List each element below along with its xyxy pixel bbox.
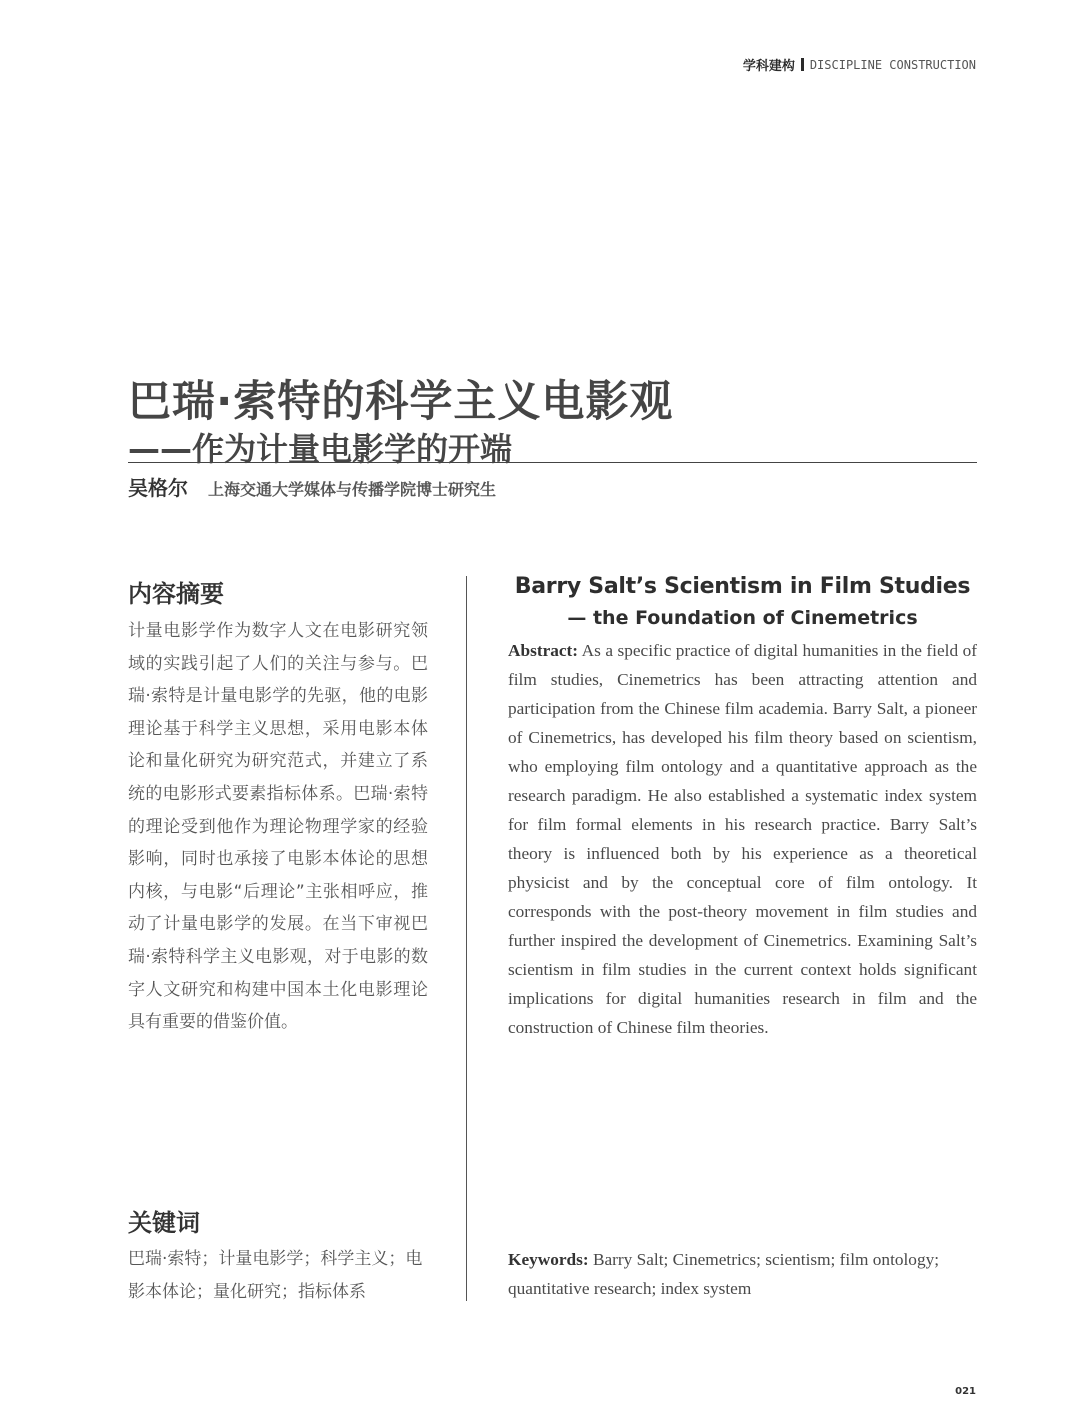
article-subtitle: ——作为计量电影学的开端 bbox=[128, 430, 513, 468]
running-header bbox=[743, 55, 976, 74]
author-affiliation: 上海交通大学媒体与传播学院博士研究生 bbox=[208, 480, 497, 499]
abstract-label-en: Abstract: bbox=[508, 641, 579, 660]
abstract-text-en bbox=[508, 636, 977, 1042]
title-rule bbox=[128, 462, 977, 463]
column-divider bbox=[466, 576, 467, 1301]
abstract-heading-zh: 内容摘要 bbox=[128, 580, 224, 608]
english-title: Barry Salt’s Scientism in Film Studies bbox=[514, 574, 971, 599]
keywords-heading-zh: 关键词 bbox=[128, 1209, 200, 1237]
header-divider bbox=[801, 58, 804, 71]
article-title: 巴瑞·索特的科学主义电影观 bbox=[128, 377, 674, 427]
keywords-label-en: Keywords: bbox=[508, 1250, 589, 1269]
keywords-text-en bbox=[508, 1245, 977, 1303]
page-number: 021 bbox=[955, 1386, 976, 1397]
author-name: 吴格尔 bbox=[128, 476, 188, 500]
abstract-text-zh: 计量电影学作为数字人文在电影研究领域的实践引起了人们的关注与参与。巴瑞·索特是计量电影学的先驱，他的电影理论基于科学主义思想，采用电影本体论和量化研究为研究范式，并建立了系统的电影形式要素指标体系。巴瑞·索特的理论受到他作为理论物理学家的经验影响，同时也承接了电影本体论的思想内核，与电影“后理论”主张相呼应，推动了计量电影学的发展。在当下审视巴瑞·索特科学主义电影观，对于电影的数字人文研究和构建中国本土化电影理论具有重要的借鉴价值。 bbox=[128, 621, 428, 1033]
abstract-body-en: As a specific practice of digital humanities in the field of film studies, Cinemetrics has been attracting attention and participation from the Chinese film academia. Barry Salt, a pioneer of Cinemetrics, has developed his film theory based on scientism, who employing film ontology and a quantitative approach as the research paradigm. He also established a systematic index system for film formal elements in his research practice. Barry Salt’s theory is influenced both by his experience as a theoretical physicist and by the conceptual core of film ontology. It corresponds with the post-theory movement in film studies and further inspired the development of Cinemetrics. Examining Salt’s scientism in film studies in the current context holds significant implications for digital humanities research in film and the construction of Chinese film theories. bbox=[508, 641, 977, 1037]
section-label-zh: 学科建构 bbox=[742, 59, 795, 74]
section-label-en: DISCIPLINE CONSTRUCTION bbox=[809, 57, 976, 72]
keywords-text-zh: 巴瑞·索特；计量电影学；科学主义；电影本体论；量化研究；指标体系 bbox=[128, 1249, 423, 1302]
keywords-body-en: Barry Salt; Cinemetrics; scientism; film ontology; quantitative research; index system bbox=[508, 1250, 940, 1298]
author-line bbox=[128, 472, 496, 501]
english-subtitle: — the Foundation of Cinemetrics bbox=[567, 607, 918, 629]
